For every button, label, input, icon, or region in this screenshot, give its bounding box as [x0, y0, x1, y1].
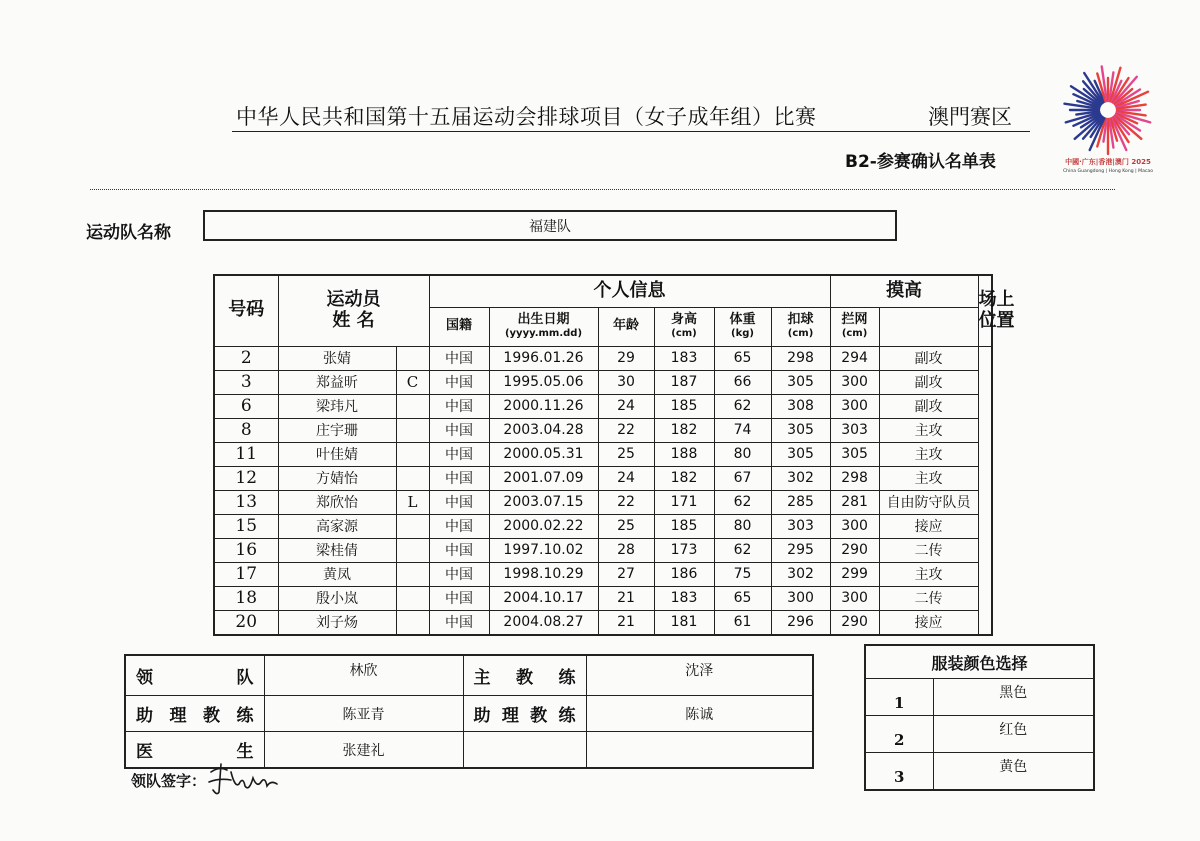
player-number: 6: [214, 394, 278, 418]
col-height-unit: (cm): [671, 328, 697, 340]
player-dob: 2004.08.27: [489, 610, 598, 635]
player-name: 殷小岚: [278, 586, 396, 610]
player-position: 接应: [879, 514, 978, 538]
leader-signature-label: 领队签字：: [131, 772, 207, 790]
label-char: 助: [473, 706, 491, 726]
team-name-field: [203, 210, 897, 241]
col-spike-unit: (cm): [787, 328, 814, 340]
player-number: 3: [214, 370, 278, 394]
player-dob: 1997.10.02: [489, 538, 598, 562]
assistant-coach-label: [474, 701, 576, 726]
col-block: [830, 307, 879, 346]
leader-label-cell: [125, 655, 264, 696]
col-position-line1: 场上: [978, 289, 1015, 311]
player-height: 173: [654, 538, 714, 562]
player-role-mark: [396, 514, 429, 538]
player-weight: 80: [714, 514, 771, 538]
player-number: 12: [214, 466, 278, 490]
player-nationality: 中国: [429, 466, 489, 490]
player-height: 183: [654, 346, 714, 370]
player-height: 183: [654, 586, 714, 610]
player-age: 21: [598, 610, 654, 635]
player-role-mark: [396, 586, 429, 610]
col-dob: [489, 307, 598, 346]
player-name: 郑益昕: [278, 370, 396, 394]
col-height-label: 身高: [670, 312, 697, 328]
col-reach: 摸高: [830, 275, 978, 307]
col-position-line2: 位置: [978, 309, 1015, 331]
player-weight: 65: [714, 346, 771, 370]
label-char: 练: [558, 706, 576, 726]
table-row: [214, 370, 992, 394]
label-char: 医: [136, 742, 153, 762]
col-spike-label: 扣球: [787, 312, 814, 328]
label-char: 生: [236, 742, 254, 762]
player-number: 8: [214, 418, 278, 442]
player-position: 主攻: [879, 466, 978, 490]
player-weight: 67: [714, 466, 771, 490]
player-age: 30: [598, 370, 654, 394]
player-age: 22: [598, 490, 654, 514]
doctor-name: 张建礼: [264, 732, 463, 769]
team-name-value: 福建队: [529, 218, 571, 235]
player-role-mark: [396, 538, 429, 562]
player-spike-reach: 295: [771, 538, 830, 562]
player-nationality: 中国: [429, 370, 489, 394]
uniform-option-color: 黄色: [933, 753, 1094, 791]
player-position: 副攻: [879, 346, 978, 370]
player-dob: 2001.07.09: [489, 466, 598, 490]
player-height: 181: [654, 610, 714, 635]
label-char: 教: [203, 706, 220, 726]
col-dob-format: (yyyy.mm.dd): [504, 328, 583, 340]
player-spike-reach: 303: [771, 514, 830, 538]
player-age: 27: [598, 562, 654, 586]
player-height: 186: [654, 562, 714, 586]
player-dob: 2000.02.22: [489, 514, 598, 538]
label-char: 教: [516, 668, 533, 688]
player-weight: 74: [714, 418, 771, 442]
handwritten-signature: [205, 758, 285, 798]
player-height: 182: [654, 418, 714, 442]
dotted-divider: [90, 189, 1115, 190]
player-position: 二传: [879, 538, 978, 562]
col-spike: [771, 307, 830, 346]
player-number: 17: [214, 562, 278, 586]
player-nationality: 中国: [429, 346, 489, 370]
uniform-color-title: 服装颜色选择: [865, 645, 1094, 679]
label-char: 练: [236, 706, 254, 726]
uniform-option-number: 1: [865, 679, 933, 716]
label-char: 理: [501, 706, 519, 726]
player-name: 庄宇珊: [278, 418, 396, 442]
player-block-reach: 300: [830, 586, 879, 610]
player-weight: 62: [714, 490, 771, 514]
player-name: 郑欣怡: [278, 490, 396, 514]
player-block-reach: 305: [830, 442, 879, 466]
table-row: [214, 610, 992, 635]
player-role-mark: [396, 562, 429, 586]
player-block-reach: 300: [830, 370, 879, 394]
player-spike-reach: 308: [771, 394, 830, 418]
head-coach-label-cell: [463, 655, 586, 696]
col-athlete: [278, 275, 429, 346]
table-row: [214, 418, 992, 442]
player-block-reach: 300: [830, 394, 879, 418]
player-dob: 2000.11.26: [489, 394, 598, 418]
player-role-mark: [396, 418, 429, 442]
player-role-mark: [396, 442, 429, 466]
player-block-reach: 281: [830, 490, 879, 514]
player-age: 21: [598, 586, 654, 610]
col-block-label: 拦网: [841, 312, 868, 328]
col-athlete-line1: 运动员: [326, 289, 381, 311]
col-weight: [714, 307, 771, 346]
player-weight: 62: [714, 394, 771, 418]
player-block-reach: 290: [830, 610, 879, 635]
label-char: 助: [136, 706, 153, 726]
player-block-reach: 299: [830, 562, 879, 586]
player-age: 22: [598, 418, 654, 442]
player-number: 18: [214, 586, 278, 610]
player-spike-reach: 296: [771, 610, 830, 635]
staff-table: [124, 654, 814, 769]
label-char: 练: [558, 668, 576, 688]
player-weight: 65: [714, 586, 771, 610]
player-nationality: 中国: [429, 442, 489, 466]
player-block-reach: 290: [830, 538, 879, 562]
player-spike-reach: 305: [771, 418, 830, 442]
col-block-unit: (cm): [841, 328, 868, 340]
player-number: 16: [214, 538, 278, 562]
label-char: 领: [136, 668, 153, 688]
player-height: 182: [654, 466, 714, 490]
head-coach-name: 沈泽: [586, 655, 813, 696]
player-weight: 80: [714, 442, 771, 466]
team-name-label: 运动队名称: [86, 223, 171, 243]
player-dob: 1995.05.06: [489, 370, 598, 394]
uniform-option-number: 2: [865, 716, 933, 753]
label-char: 理: [169, 706, 187, 726]
uniform-color-table: [864, 644, 1095, 791]
player-name: 叶佳婧: [278, 442, 396, 466]
player-name: 黄凤: [278, 562, 396, 586]
player-block-reach: 303: [830, 418, 879, 442]
uniform-option-color: 黑色: [933, 679, 1094, 716]
table-row: [214, 394, 992, 418]
player-block-reach: 294: [830, 346, 879, 370]
player-nationality: 中国: [429, 418, 489, 442]
player-dob: 1998.10.29: [489, 562, 598, 586]
col-dob-label: 出生日期: [517, 312, 570, 328]
assistant-coach-label: [136, 701, 254, 726]
player-height: 188: [654, 442, 714, 466]
player-position: 主攻: [879, 562, 978, 586]
col-position: [978, 275, 1015, 346]
player-spike-reach: 302: [771, 466, 830, 490]
uniform-option-number: 3: [865, 753, 933, 791]
player-nationality: 中国: [429, 514, 489, 538]
col-weight-label: 体重: [729, 312, 756, 328]
label-char: 主: [473, 668, 491, 688]
leader-label: [136, 663, 254, 688]
col-weight-unit: (kg): [731, 328, 754, 340]
player-spike-reach: 285: [771, 490, 830, 514]
player-nationality: 中国: [429, 538, 489, 562]
col-personal-info: 个人信息: [429, 275, 830, 307]
roster-body: [214, 346, 992, 635]
player-position: 主攻: [879, 442, 978, 466]
player-dob: 1996.01.26: [489, 346, 598, 370]
player-role-mark: [396, 610, 429, 635]
uniform-option-color: 红色: [933, 716, 1094, 753]
label-char: 队: [236, 668, 254, 688]
player-age: 24: [598, 394, 654, 418]
player-name: 张婧: [278, 346, 396, 370]
player-spike-reach: 305: [771, 442, 830, 466]
player-name: 梁玮凡: [278, 394, 396, 418]
table-row: [214, 346, 992, 370]
col-athlete-line2: 姓 名: [332, 309, 375, 331]
player-spike-reach: 298: [771, 346, 830, 370]
player-role-mark: [396, 466, 429, 490]
player-age: 25: [598, 442, 654, 466]
empty-cell: [463, 732, 586, 769]
player-number: 13: [214, 490, 278, 514]
col-height: [654, 307, 714, 346]
table-row: [214, 466, 992, 490]
player-nationality: 中国: [429, 586, 489, 610]
games-logo-icon: [1052, 56, 1164, 176]
player-role-mark: L: [396, 490, 429, 514]
player-position: 接应: [879, 610, 978, 635]
player-position: 副攻: [879, 370, 978, 394]
player-spike-reach: 305: [771, 370, 830, 394]
assistant-coach-name-2: 陈诚: [586, 696, 813, 732]
player-name: 高家源: [278, 514, 396, 538]
player-spike-reach: 300: [771, 586, 830, 610]
player-number: 15: [214, 514, 278, 538]
player-age: 25: [598, 514, 654, 538]
player-age: 28: [598, 538, 654, 562]
label-char: 教: [530, 706, 548, 726]
player-nationality: 中国: [429, 490, 489, 514]
assistant-coach-name-1: 陈亚青: [264, 696, 463, 732]
player-name: 刘子炀: [278, 610, 396, 635]
player-weight: 75: [714, 562, 771, 586]
player-height: 185: [654, 514, 714, 538]
player-role-mark: [396, 394, 429, 418]
title-underline: [232, 131, 1030, 132]
form-subtitle: B2-参赛确认名单表: [845, 152, 996, 172]
table-row: [214, 562, 992, 586]
player-block-reach: 298: [830, 466, 879, 490]
player-position: 主攻: [879, 418, 978, 442]
col-number: 号码: [214, 275, 278, 346]
player-height: 171: [654, 490, 714, 514]
roster-table: [213, 274, 1015, 636]
player-block-reach: 300: [830, 514, 879, 538]
player-nationality: 中国: [429, 610, 489, 635]
player-position: 二传: [879, 586, 978, 610]
region-label: 澳門赛区: [928, 105, 1012, 129]
player-role-mark: C: [396, 370, 429, 394]
player-nationality: 中国: [429, 394, 489, 418]
table-row: [214, 586, 992, 610]
table-row: [214, 442, 992, 466]
player-number: 2: [214, 346, 278, 370]
player-dob: 2000.05.31: [489, 442, 598, 466]
player-name: 梁桂倩: [278, 538, 396, 562]
player-weight: 62: [714, 538, 771, 562]
player-dob: 2003.04.28: [489, 418, 598, 442]
logo-caption: 中國·广东|香港|澳门 2025: [1065, 158, 1151, 166]
player-nationality: 中国: [429, 562, 489, 586]
player-age: 29: [598, 346, 654, 370]
table-row: [214, 538, 992, 562]
player-age: 24: [598, 466, 654, 490]
logo-caption-sub: China Guangdong | Hong Kong | Macao: [1062, 169, 1154, 174]
player-position: 副攻: [879, 394, 978, 418]
table-row: [214, 490, 992, 514]
player-name: 方婧怡: [278, 466, 396, 490]
player-spike-reach: 302: [771, 562, 830, 586]
assistant-label-cell-1: [125, 696, 264, 732]
player-dob: 2003.07.15: [489, 490, 598, 514]
player-number: 11: [214, 442, 278, 466]
player-role-mark: [396, 346, 429, 370]
leader-name: 林欣: [264, 655, 463, 696]
player-position: 自由防守队员: [879, 490, 978, 514]
empty-cell: [586, 732, 813, 769]
player-height: 185: [654, 394, 714, 418]
player-weight: 61: [714, 610, 771, 635]
table-row: [214, 514, 992, 538]
col-age: 年龄: [598, 307, 654, 346]
document-title: 中华人民共和国第十五届运动会排球项目（女子成年组）比赛: [236, 105, 817, 129]
player-dob: 2004.10.17: [489, 586, 598, 610]
col-nationality: 国籍: [429, 307, 489, 346]
player-weight: 66: [714, 370, 771, 394]
head-coach-label: [474, 663, 576, 688]
player-height: 187: [654, 370, 714, 394]
player-number: 20: [214, 610, 278, 635]
assistant-label-cell-2: [463, 696, 586, 732]
